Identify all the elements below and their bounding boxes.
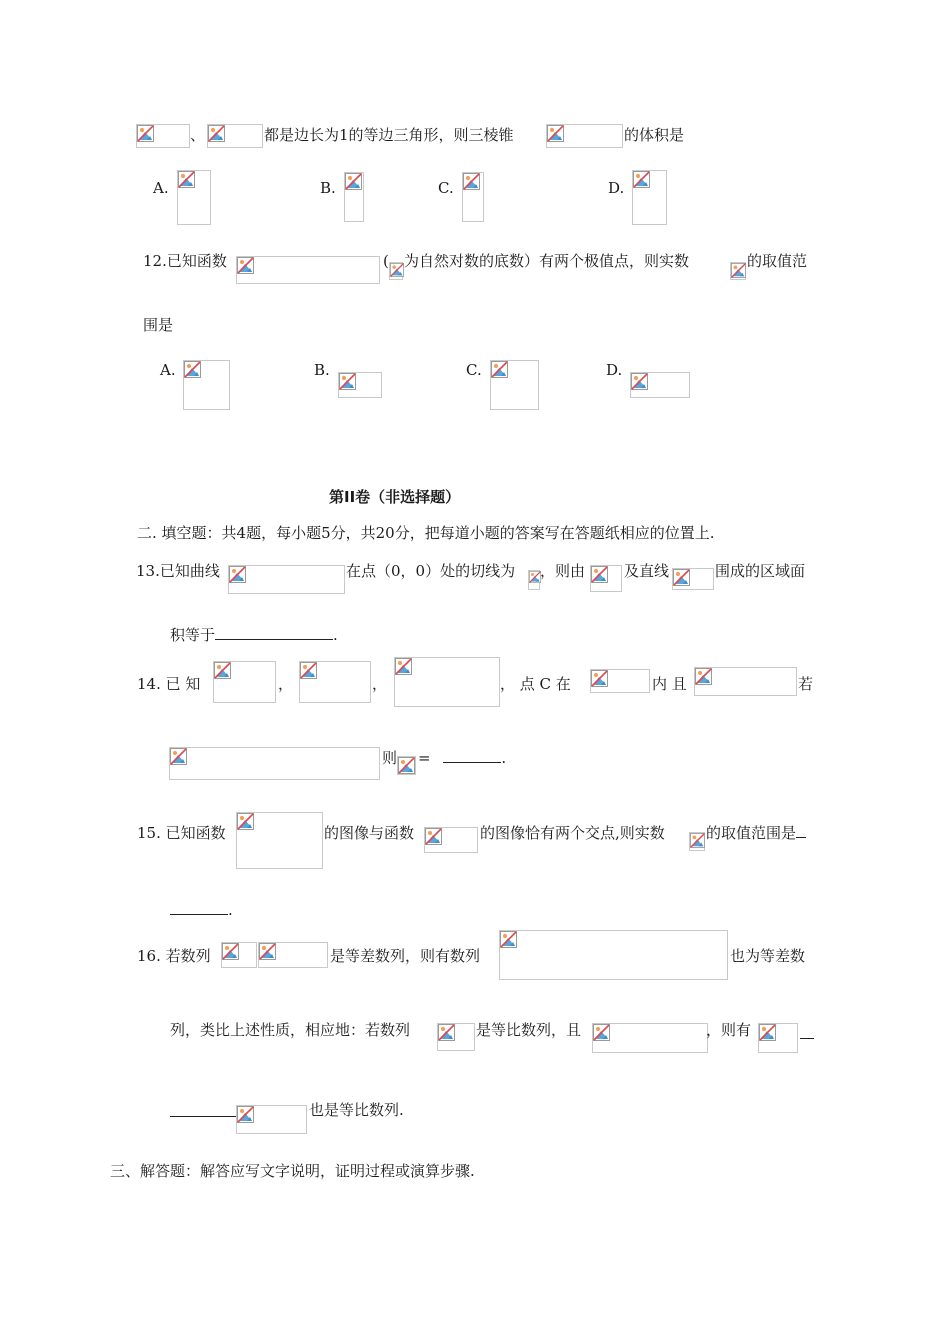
broken-image-icon <box>438 1024 455 1041</box>
broken-image-icon <box>222 943 239 960</box>
formula-image <box>228 565 345 594</box>
formula-image <box>136 124 190 148</box>
formula-image <box>672 568 714 590</box>
q13-label: 积等于 <box>170 626 216 644</box>
q16-text: 16. 若数列 <box>137 947 211 965</box>
q16-text: 是等差数列，则有数列 <box>330 947 481 965</box>
answer-blank <box>215 625 333 640</box>
broken-image-icon <box>425 828 442 845</box>
option-label: D. <box>606 361 623 379</box>
q12-text: 的取值范 <box>747 252 808 270</box>
broken-image-icon <box>631 373 648 390</box>
option-label: C. <box>466 361 482 379</box>
q14-text <box>418 748 506 768</box>
broken-image-icon <box>500 931 517 948</box>
formula-image <box>528 570 540 590</box>
q13-text: 及直线 <box>624 562 670 580</box>
broken-image-icon <box>690 833 705 848</box>
formula-image <box>758 1023 798 1053</box>
q11-text: 的体积是 <box>624 126 685 144</box>
option-label: B. <box>314 361 330 379</box>
formula-image <box>730 262 746 280</box>
broken-image-icon <box>214 662 231 679</box>
q13-text: 在点（0，0）处的切线为 <box>346 562 516 580</box>
formula-image <box>213 661 276 703</box>
equals-sign: = <box>418 749 431 767</box>
broken-image-icon <box>547 125 564 142</box>
broken-image-icon <box>398 757 415 774</box>
q14-text: ， 点 C 在 <box>500 675 571 693</box>
formula-image <box>437 1023 475 1051</box>
broken-image-icon <box>229 566 246 583</box>
q15-text: 15. 已知函数 <box>137 824 226 842</box>
formula-image <box>694 667 797 696</box>
q15-label: 的取值范围是 <box>706 824 797 842</box>
q14-text: 若 <box>798 675 814 693</box>
broken-image-icon <box>300 662 317 679</box>
broken-image-icon <box>591 566 608 583</box>
broken-image-icon <box>591 670 608 687</box>
option-image <box>630 372 690 398</box>
q16-text: 也是等比数列. <box>309 1101 404 1119</box>
q16-text: ，则有 <box>706 1021 752 1039</box>
formula-image <box>546 124 623 148</box>
option-label: A. <box>160 361 176 379</box>
formula-image <box>236 812 323 869</box>
option-label: C. <box>438 179 454 197</box>
option-image <box>177 170 211 225</box>
broken-image-icon <box>237 257 254 274</box>
option-image <box>338 372 382 398</box>
broken-image-icon <box>593 1024 610 1041</box>
q16-text: 列，类比上述性质，相应地：若数列 <box>170 1021 411 1039</box>
q13-text: 围成的区域面 <box>715 562 806 580</box>
broken-image-icon <box>463 173 480 190</box>
q14-end: . <box>501 749 507 767</box>
q16-text: 是等比数列，且 <box>476 1021 582 1039</box>
option-label: A. <box>153 179 169 197</box>
separator: 、 <box>190 126 206 144</box>
formula-image <box>169 747 380 780</box>
option-image <box>344 172 364 222</box>
q14-text: 14. 已 知 <box>137 675 201 693</box>
formula-image <box>258 942 328 968</box>
formula-image <box>499 930 728 980</box>
section-heading: 二. 填空题：共4题，每小题5分，共20分，把每道小题的答案写在答题纸相应的位置上. <box>137 524 715 542</box>
option-image <box>462 172 484 222</box>
formula-image <box>299 661 371 703</box>
broken-image-icon <box>184 361 201 378</box>
broken-image-icon <box>673 569 690 586</box>
formula-image <box>389 262 403 280</box>
option-image <box>632 170 667 225</box>
broken-image-icon <box>759 1024 776 1041</box>
formula-image <box>221 942 257 968</box>
broken-image-icon <box>178 171 195 188</box>
formula-image <box>424 827 478 853</box>
answer-blank <box>443 748 501 763</box>
q16-text: 也为等差数 <box>730 947 806 965</box>
broken-image-icon <box>339 373 356 390</box>
q15-text: 的图像恰有两个交点,则实数 <box>480 824 665 842</box>
broken-image-icon <box>259 943 276 960</box>
broken-image-icon <box>731 263 746 278</box>
broken-image-icon <box>633 171 650 188</box>
formula-image <box>590 669 650 693</box>
formula-image <box>394 657 500 707</box>
q13-end: . <box>333 626 338 644</box>
q14-text: 则 <box>382 749 398 767</box>
section-title: 第II卷（非选择题） <box>329 488 461 506</box>
formula-image <box>397 756 416 775</box>
q14-text: 内 且 <box>652 675 687 693</box>
option-image <box>490 360 539 410</box>
formula-image <box>590 565 622 592</box>
formula-image <box>236 256 380 284</box>
formula-image <box>592 1023 708 1053</box>
broken-image-icon <box>491 361 508 378</box>
q15-end: . <box>228 901 233 919</box>
broken-image-icon <box>208 125 225 142</box>
broken-image-icon <box>695 668 712 685</box>
option-image <box>183 360 230 410</box>
broken-image-icon <box>170 748 187 765</box>
section-heading: 三、解答题：解答应写文字说明，证明过程或演算步骤. <box>110 1162 475 1180</box>
comma: ， <box>372 675 388 693</box>
answer-blank <box>170 1102 236 1117</box>
formula-image <box>689 832 705 851</box>
q12-text: ( <box>383 252 389 270</box>
answer-blank <box>796 823 806 838</box>
q15-text <box>706 823 806 843</box>
broken-image-icon <box>390 263 404 277</box>
broken-image-icon <box>395 658 412 675</box>
formula-image <box>207 124 263 148</box>
option-label: D. <box>608 179 625 197</box>
broken-image-icon <box>137 125 154 142</box>
answer-blank <box>800 1024 814 1039</box>
option-label: B. <box>320 179 336 197</box>
q12-text: 围是 <box>143 316 174 334</box>
q15-text <box>170 900 233 920</box>
broken-image-icon <box>237 813 254 830</box>
q15-text: 的图像与函数 <box>324 824 415 842</box>
q12-text: 为自然对数的底数）有两个极值点，则实数 <box>404 252 690 270</box>
broken-image-icon <box>237 1106 254 1123</box>
q13-text: 13.已知曲线 <box>136 562 220 580</box>
q13-text: ，则由 <box>540 562 586 580</box>
broken-image-icon <box>345 173 362 190</box>
q12-text: 12.已知函数 <box>143 252 227 270</box>
q13-text <box>170 625 338 645</box>
answer-blank <box>170 900 228 915</box>
q11-text: 都是边长为1的等边三角形，则三棱锥 <box>264 126 514 144</box>
comma: ， <box>278 675 294 693</box>
formula-image <box>236 1105 307 1134</box>
